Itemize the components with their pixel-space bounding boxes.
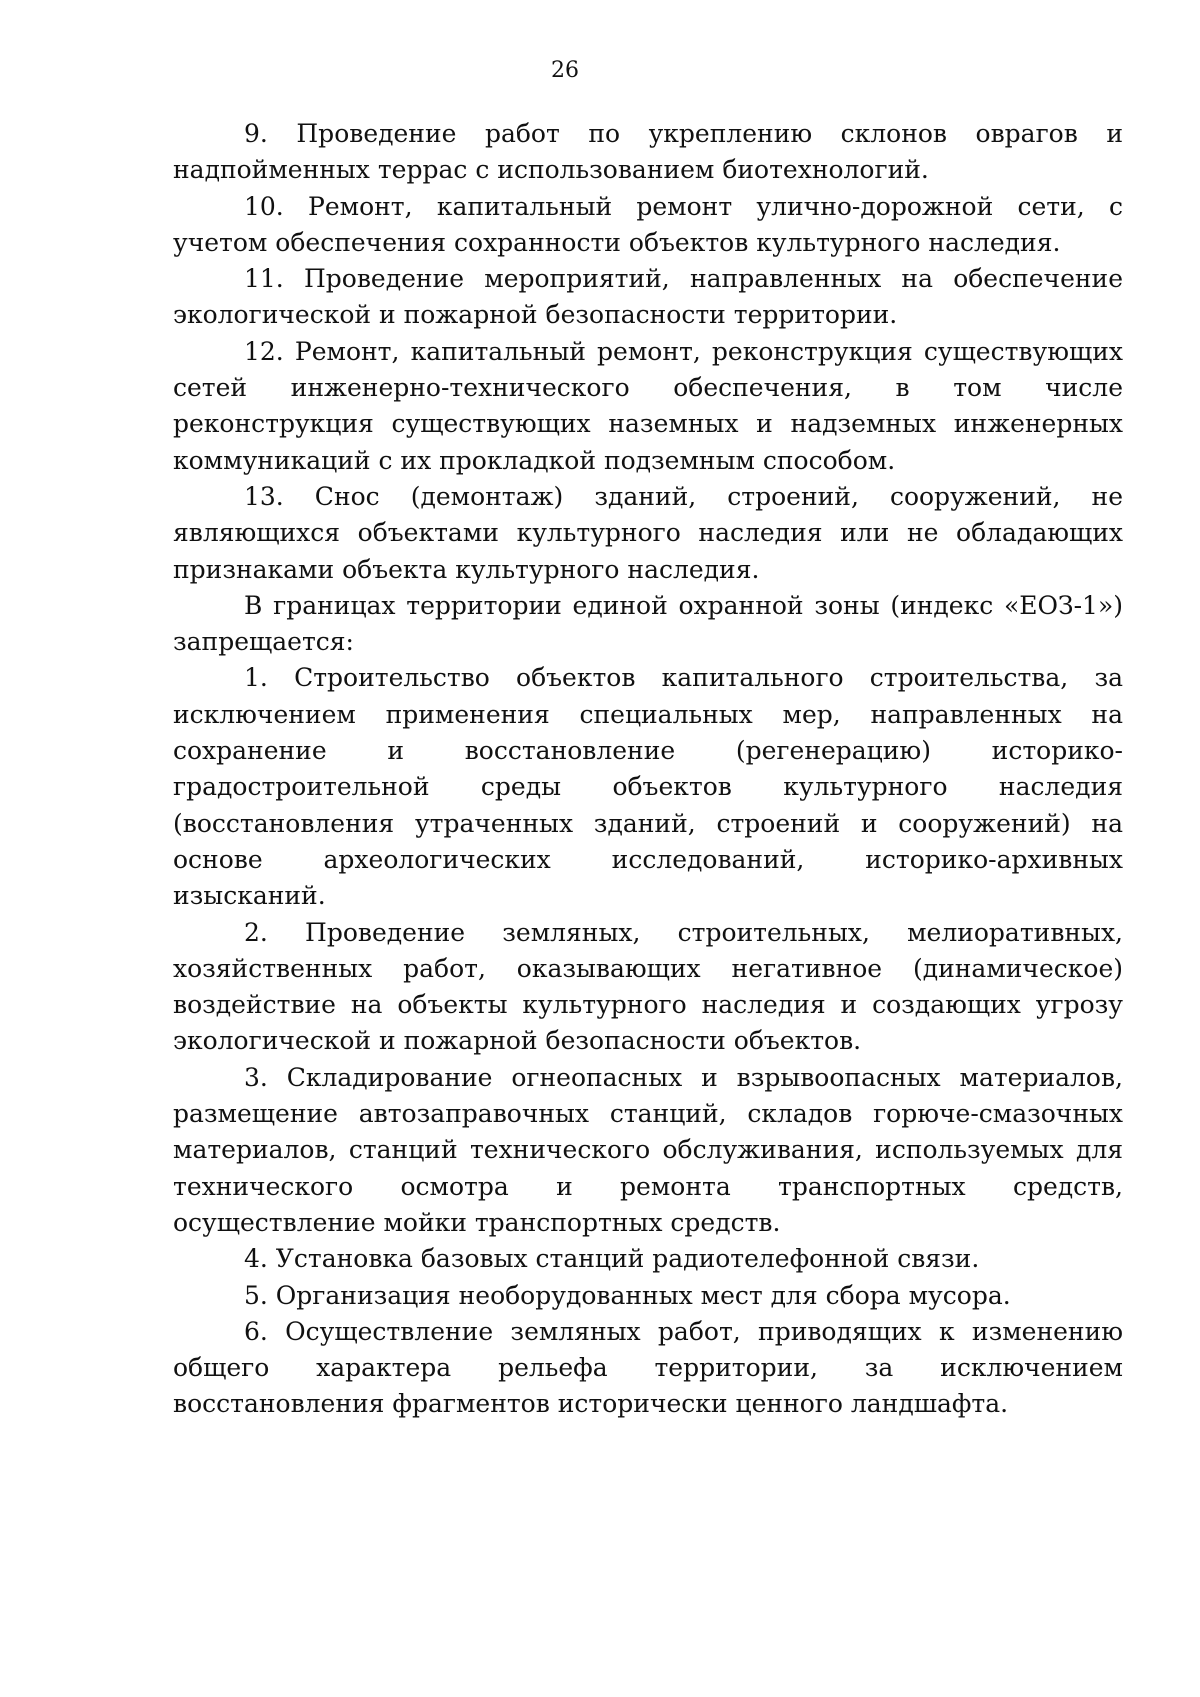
paragraph-item-12: 12. Ремонт, капитальный ремонт, реконструкция существующих сетей инженерно-технического обеспечения, в том числе реконструкция существующих наземных и надземных инженерных коммуникаций с их прокладкой подземным способом. <box>173 336 1123 475</box>
paragraph-item-11: 11. Проведение мероприятий, направленных на обеспечение экологической и пожарной безопасности территории. <box>173 264 1123 330</box>
paragraph-prohibition-2: 2. Проведение земляных, строительных, мелиоративных, хозяйственных работ, оказывающих негативное (динамическое) воздействие на объекты культурного наследия и создающих угрозу экологической и пожарной безопасности объектов. <box>173 917 1123 1056</box>
paragraph-item-9: 9. Проведение работ по укреплению склонов оврагов и надпойменных террас с использованием биотехнологий. <box>173 119 1123 185</box>
paragraph-prohibition-4: 4. Установка базовых станций радиотелефонной связи. <box>244 1244 980 1274</box>
paragraph-prohibition-3: 3. Складирование огнеопасных и взрывоопасных материалов, размещение автозаправочных станций, складов горюче-смазочных материалов, станций технического обслуживания, используемых для технического осмотра и ремонта транспортных средств, осуществление мойки транспортных средств. <box>173 1062 1123 1237</box>
paragraph-prohibition-1: 1. Строительство объектов капитального строительства, за исключением применения специальных мер, направленных на сохранение и восстановление (регенерацию) историко-градостроительной среды объектов культурного наследия (восстановления утраченных зданий, строений и сооружений) на основе археологических исследований, историко-архивных изысканий. <box>173 663 1123 911</box>
page-number: 26 <box>551 58 579 83</box>
paragraph-prohibition-5: 5. Организация необорудованных мест для сбора мусора. <box>244 1280 1011 1310</box>
paragraph-item-13: 13. Снос (демонтаж) зданий, строений, сооружений, не являющихся объектами культурного наследия или не обладающих признаками объекта культурного наследия. <box>173 481 1123 584</box>
document-body <box>173 116 1123 1423</box>
paragraph-prohibition-6: 6. Осуществление земляных работ, приводящих к изменению общего характера рельефа территории, за исключением восстановления фрагментов исторически ценного ландшафта. <box>173 1316 1123 1419</box>
paragraph-item-10: 10. Ремонт, капитальный ремонт улично-дорожной сети, с учетом обеспечения сохранности объектов культурного наследия. <box>173 191 1123 257</box>
paragraph-zone-intro: В границах территории единой охранной зоны (индекс «ЕОЗ-1») запрещается: <box>173 590 1123 657</box>
